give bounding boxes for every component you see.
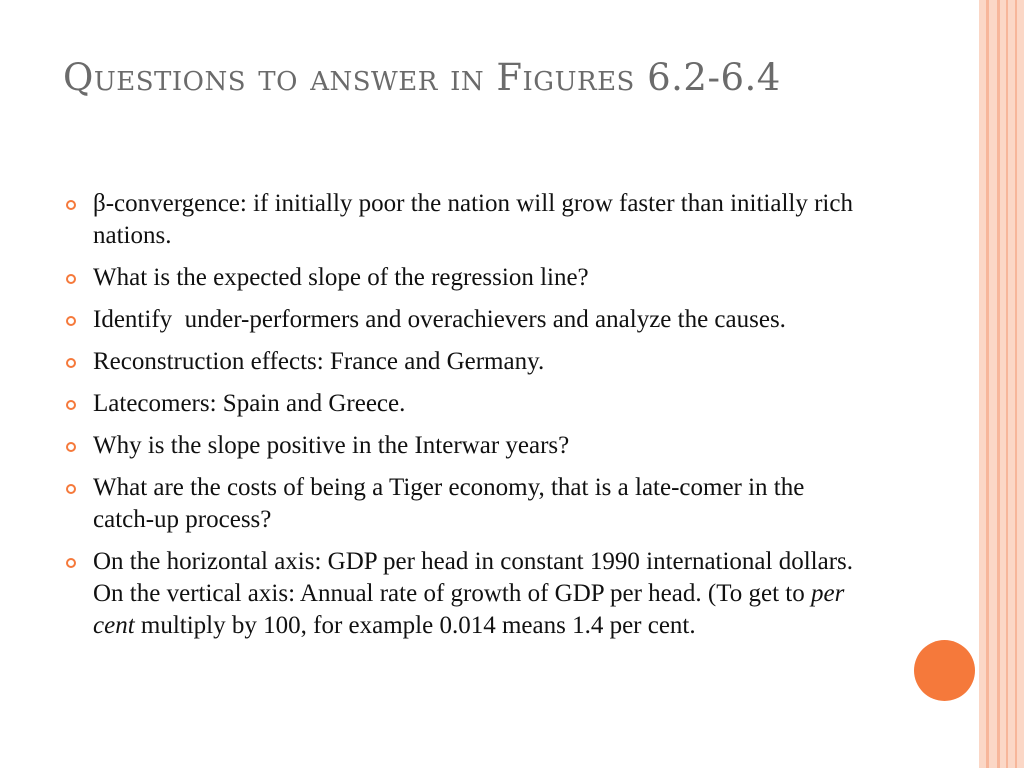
bullet-item [66, 430, 866, 462]
decorative-stripe [1015, 0, 1017, 768]
bullet-text: Reconstruction effects: France and Germany. [93, 348, 545, 375]
bullet-text: Latecomers: Spain and Greece. [93, 390, 406, 417]
bullet-text: β-convergence: if initially poor the nation will grow faster than initially rich nations. [93, 190, 853, 249]
bullet-text-end: multiply by 100, for example 0.014 means 1.4 per cent. [134, 612, 696, 639]
bullet-circle-icon [66, 358, 76, 368]
bullet-list [66, 188, 866, 652]
bullet-circle-icon [66, 558, 76, 568]
bullet-circle-icon [66, 200, 76, 210]
bullet-item [66, 188, 866, 252]
bullet-text: What are the costs of being a Tiger economy, that is a late-comer in the catch-up process? [93, 474, 805, 533]
slide-title: Questions to answer in Figures 6.2-6.4 [63, 56, 781, 99]
bullet-circle-icon [66, 400, 76, 410]
bullet-text-start: On the horizontal axis: GDP per head in constant 1990 international dollars. On the vertical axis: Annual rate of growth of GDP per head. (To get to [93, 548, 854, 607]
bullet-item [66, 472, 866, 536]
bullet-circle-icon [66, 442, 76, 452]
decorative-stripe [997, 0, 1000, 768]
bullet-text: Identify under-performers and overachievers and analyze the causes. [93, 306, 786, 333]
bullet-text: Why is the slope positive in the Interwar years? [93, 432, 570, 459]
bullet-circle-icon [66, 274, 76, 284]
bullet-item [66, 546, 866, 642]
decorative-stripe [1006, 0, 1008, 768]
bullet-text-emphasis: per cent [93, 580, 845, 639]
bullet-item [66, 388, 866, 420]
decorative-circle [914, 640, 975, 701]
decorative-stripe [986, 0, 989, 768]
bullet-circle-icon [66, 316, 76, 326]
bullet-item [66, 262, 866, 294]
bullet-text: What is the expected slope of the regression line? [93, 264, 589, 291]
bullet-item [66, 346, 866, 378]
bullet-item [66, 304, 866, 336]
bullet-circle-icon [66, 484, 76, 494]
